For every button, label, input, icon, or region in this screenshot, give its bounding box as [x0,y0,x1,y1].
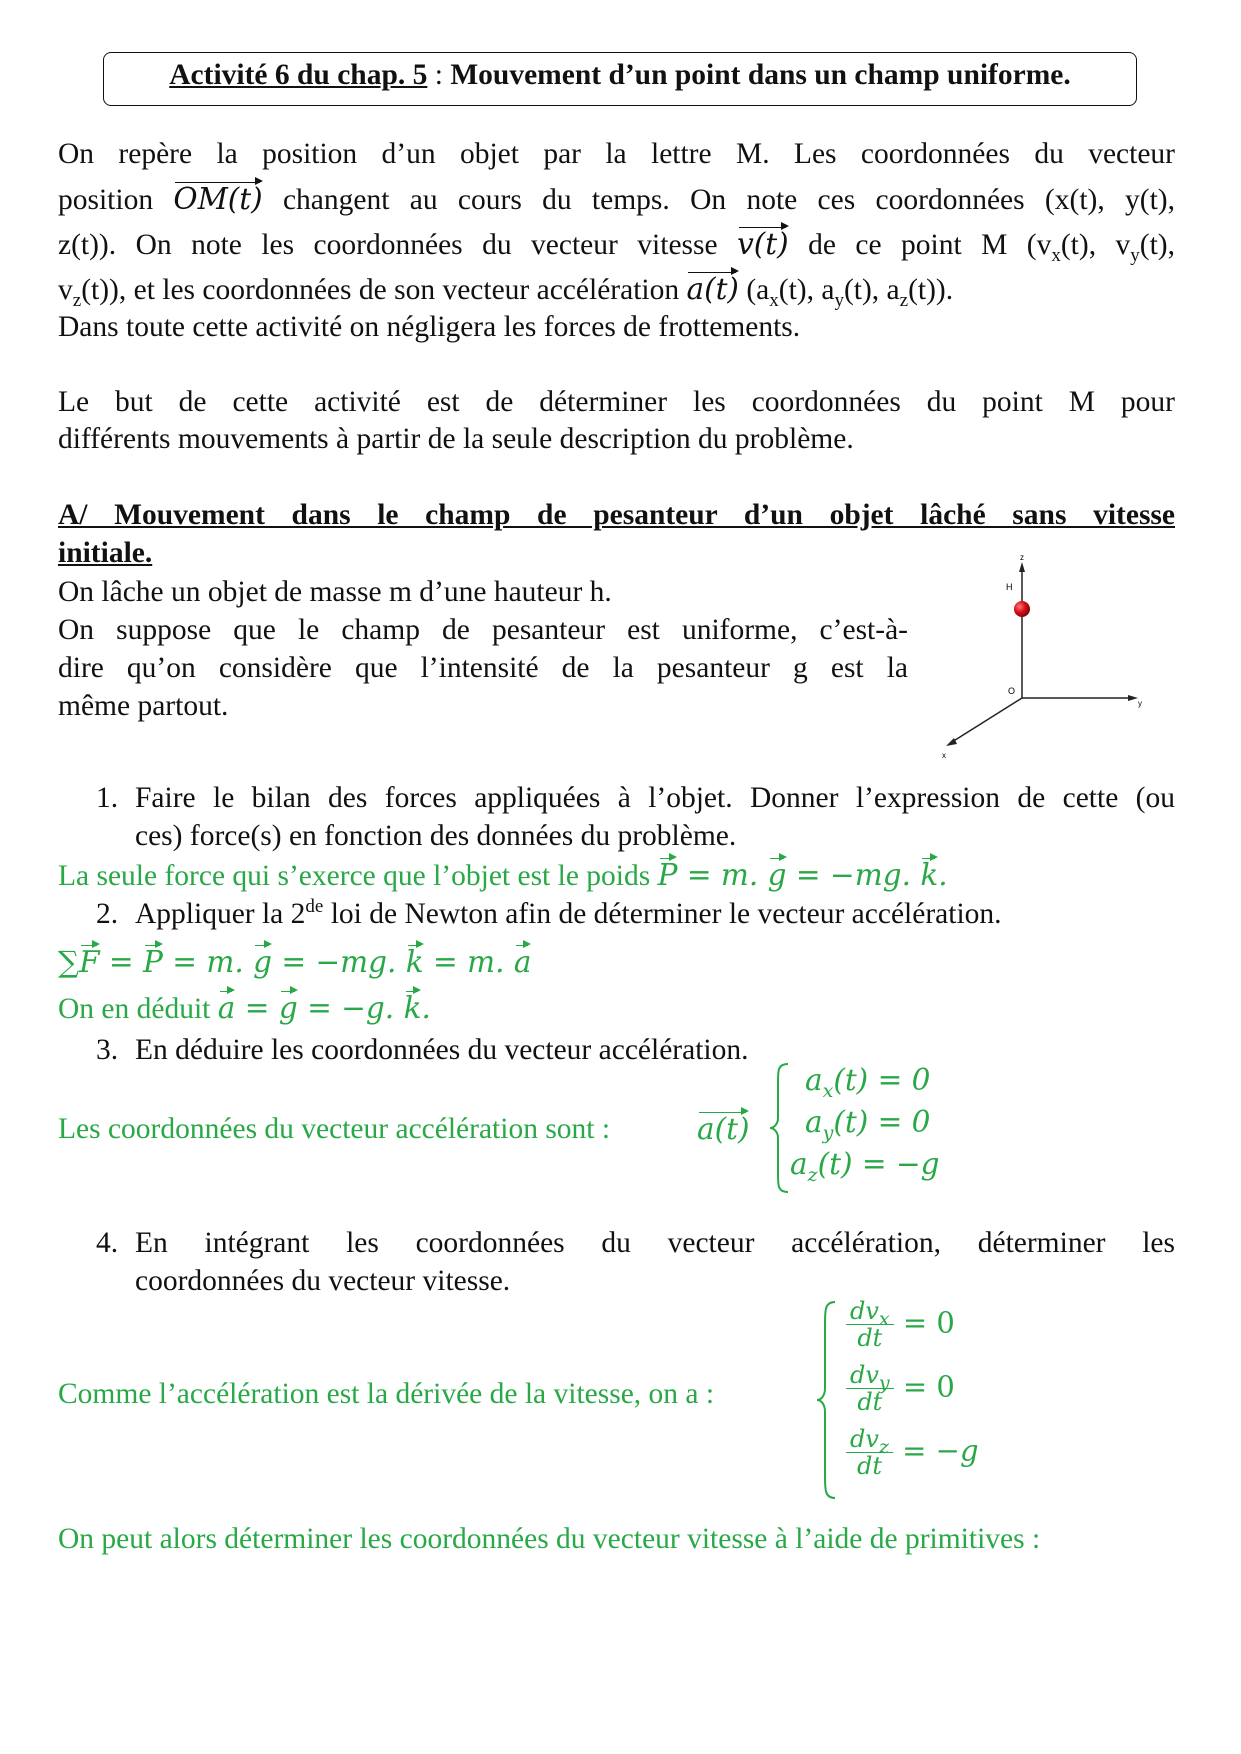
intro-line-3 [58,226,1175,264]
section-a-p2-l3: même partout. [58,690,229,722]
goal-line-1: Le but de cette activité est de déterminer les coordonnées du point M pour [58,386,1175,418]
page-title [104,59,1136,92]
x-axis [952,698,1022,742]
q1-line-1: Faire le bilan des forces appliquées à l’objet. Donner l’expression de cette (ou [135,782,1175,814]
intro-line-5: Dans toute cette activité on négligera les forces de frottements. [58,311,801,343]
goal-line-2: différents mouvements à partir de la seule description du problème. [58,423,854,455]
z-label: z [1020,553,1024,562]
q3-text: En déduire les coordonnées du vecteur accélération. [135,1034,749,1066]
answer-2-equation: ∑F = P = m. g = −mg. k = m. a [58,945,532,979]
section-a-heading-2: initiale. [58,537,153,569]
q4-line-2: coordonnées du vecteur vitesse. [135,1265,511,1297]
title-separator: : [427,59,451,91]
section-a-heading-1: A/ Mouvement dans le champ de pesanteur d’un objet lâché sans vitesse [58,499,1175,531]
dvy-equation: $\frac{dv_y}{dt}$ = 0 [846,1362,955,1415]
dvx-equation: $\frac{dv_x}{dt}$ = 0 [846,1298,955,1351]
answer-2-deduction: On en déduit a = g = −g. k. [58,991,431,1025]
intro-l2b: changent au cours du temps. On note ces coordonnées (x(t), y(t), [282,184,1175,216]
answer-4-text: Comme l’accélération est la dérivée de la vitesse, on a : [58,1378,715,1410]
y-label: y [1138,699,1142,708]
acc-z: $a_z(t) = -g$ [790,1147,940,1186]
section-a-p2-l2: dire qu’on considère que l’intensité de la pesanteur g est la [58,652,908,684]
section-a-p1: On lâche un objet de masse m d’une hauteur h. [58,576,612,608]
title-prefix: Activité 6 du chap. 5 [169,59,428,91]
answer-5: On peut alors déterminer les coordonnées du vecteur vitesse à l’aide de primitives : [58,1523,1041,1555]
h-label: H [1006,582,1013,592]
acc-x: $a_x(t) = 0$ [805,1063,931,1102]
title-box [103,52,1137,106]
title-main: Mouvement d’un point dans un champ uniforme. [450,59,1071,91]
dvz-equation: $\frac{dv_z}{dt}$ = −g [846,1426,979,1479]
q3-number: 3. [96,1034,119,1066]
vector-v: v(t) [737,227,789,261]
acc-y: $a_y(t) = 0$ [805,1105,931,1144]
intro-line-2 [58,181,1175,219]
vector-a: a(t) [686,272,739,306]
q2-text: Appliquer la 2de loi de Newton afin de déterminer le vecteur accélération. [135,896,1002,930]
q2-number: 2. [96,898,119,930]
intro-l3a: z(t)). On note les coordonnées du vecteur vitesse [58,229,718,261]
y-axis-arrow-icon [1128,695,1138,701]
answer-3-brace [768,1062,792,1194]
answer-4-brace [815,1300,839,1500]
section-a-p2-l1: On suppose que le champ de pesanteur est uniforme, c’est-à- [58,614,908,646]
intro-l2a: position [58,184,154,216]
answer-1: La seule force qui s’exerce que l’objet est le poids P = m. g = −mg. k. [58,858,948,892]
z-axis-arrow-icon [1019,562,1025,572]
ball-icon [1014,601,1030,617]
q1-line-2: ces) force(s) en fonction des données du problème. [135,820,737,852]
intro-l3-rest: de ce point M ($v_x(t)$, $v_y(t)$, [808,229,1175,266]
o-label: O [1008,686,1016,696]
answer-3-vector: a(t) [697,1112,750,1146]
intro-line-4: $v_z(t)$), et les coordonnées de son vecteur accélération a(t) ($a_x(t)$, $a_y(t)$, $a_z(t)$). [58,272,954,311]
vector-om: OM(t) [173,182,263,216]
intro-line-1: On repère la position d’un objet par la lettre M. Les coordonnées du vecteur [58,138,1175,170]
q1-number: 1. [96,782,119,814]
answer-3-text: Les coordonnées du vecteur accélération sont : [58,1113,611,1145]
axes-figure [930,550,1150,760]
q4-line-1: En intégrant les coordonnées du vecteur accélération, déterminer les [135,1227,1175,1259]
q4-number: 4. [96,1227,119,1259]
x-label: x [942,751,946,760]
